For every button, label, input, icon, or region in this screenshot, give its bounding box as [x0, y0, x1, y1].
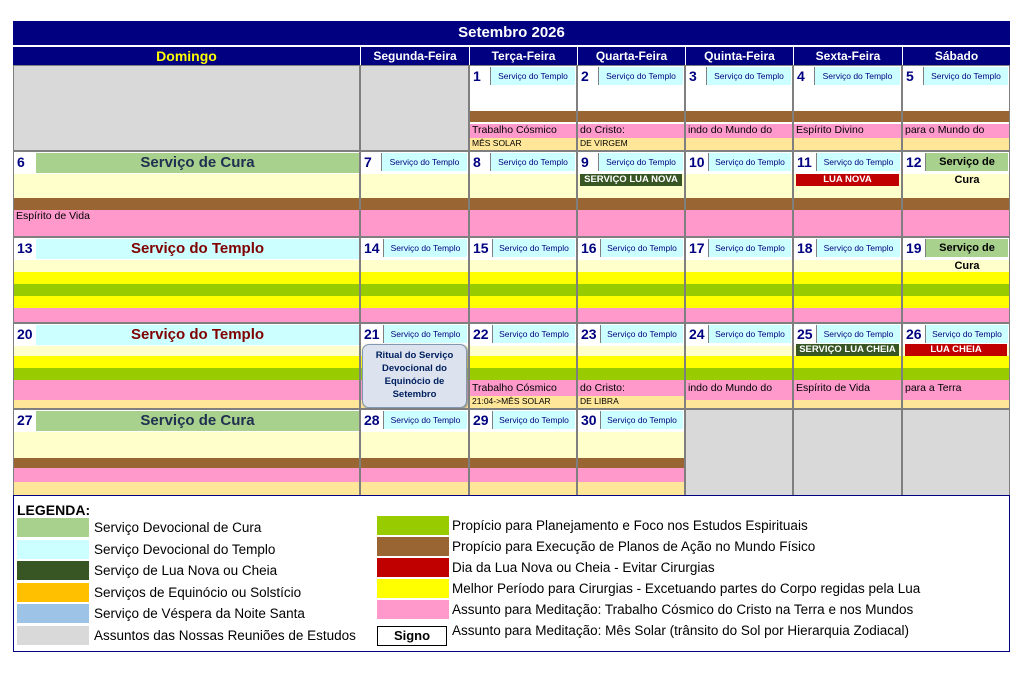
- legend-swatch: [17, 518, 89, 537]
- color-strip: [903, 224, 1009, 236]
- day-number: 13: [17, 240, 33, 256]
- service-label: Serviço do Templo: [814, 67, 900, 85]
- day-number: 24: [689, 326, 705, 342]
- service-label: Serviço do Templo: [490, 67, 575, 85]
- legend-swatch: [17, 540, 89, 559]
- color-strip: [578, 210, 684, 224]
- day-cell: [469, 151, 577, 237]
- color-strip: [14, 380, 359, 390]
- meditation-text: Trabalho Cósmico: [470, 124, 576, 137]
- color-strip: [794, 224, 901, 236]
- day-cell: [902, 65, 1010, 151]
- service-label: Serviço do Templo: [923, 67, 1008, 85]
- color-strip: [470, 356, 576, 368]
- color-strip: [14, 260, 359, 272]
- color-strip: [14, 468, 359, 482]
- service-banner: Serviço do Templo: [36, 325, 359, 345]
- service-label: Serviço do Templo: [492, 239, 575, 257]
- color-strip: [794, 356, 901, 368]
- service-label: Serviço do Templo: [600, 325, 683, 343]
- day-number: 17: [689, 240, 705, 256]
- legend-swatch: [377, 537, 449, 556]
- color-strip: [14, 346, 359, 356]
- color-strip: [794, 111, 901, 122]
- color-strip: [470, 482, 576, 496]
- color-strip: [14, 198, 359, 210]
- day-header: Segunda-Feira: [361, 47, 469, 65]
- day-number: 3: [689, 68, 697, 84]
- day-number: 5: [906, 68, 914, 84]
- color-strip: [470, 224, 576, 236]
- legend-label: Assunto para Meditação: Mês Solar (trânsito do Sol por Hierarquia Zodiacal): [452, 623, 909, 638]
- day-cell: [13, 323, 360, 409]
- day-cell: [577, 237, 685, 323]
- day-cell: [469, 237, 577, 323]
- day-cell: [360, 323, 469, 409]
- color-strip: [470, 368, 576, 380]
- day-cell: [469, 65, 577, 151]
- color-strip: [470, 468, 576, 482]
- day-cell: [902, 151, 1010, 237]
- service-label: Serviço do Templo: [383, 325, 467, 343]
- color-strip: [578, 111, 684, 122]
- day-cell: [577, 151, 685, 237]
- color-strip: [794, 368, 901, 380]
- color-strip: [578, 198, 684, 210]
- day-cell: [793, 65, 902, 151]
- color-strip: [14, 356, 359, 368]
- legend-label: Serviço de Lua Nova ou Cheia: [94, 563, 278, 578]
- color-strip: [578, 272, 684, 284]
- color-strip: [686, 111, 792, 122]
- color-strip: [686, 260, 792, 272]
- solar-month: MÊS SOLAR: [470, 138, 576, 148]
- color-strip: [578, 356, 684, 368]
- color-strip: [14, 368, 359, 380]
- lua-nova-service-tag: SERVIÇO LUA NOVA: [580, 174, 682, 186]
- day-header: Sexta-Feira: [794, 47, 902, 65]
- color-strip: [686, 296, 792, 308]
- color-strip: [361, 308, 468, 322]
- service-label: Serviço do Templo: [925, 325, 1008, 343]
- color-strip: [470, 296, 576, 308]
- color-strip: [470, 458, 576, 468]
- day-number: 19: [906, 240, 922, 256]
- color-strip: [361, 224, 468, 236]
- meditation-text: do Cristo:: [578, 382, 684, 395]
- service-label: Serviço do Templo: [598, 67, 683, 85]
- color-strip: [578, 432, 684, 458]
- day-number: 10: [689, 154, 705, 170]
- service-label: Serviço do Templo: [381, 153, 467, 171]
- day-cell: [793, 151, 902, 237]
- color-strip: [470, 284, 576, 296]
- day-header: Sábado: [903, 47, 1010, 65]
- day-cell: [577, 65, 685, 151]
- color-strip: [903, 138, 1009, 150]
- service-label: Serviço do Templo: [706, 67, 791, 85]
- day-header: Domingo: [13, 47, 360, 65]
- color-strip: [794, 400, 901, 409]
- color-strip: [903, 296, 1009, 308]
- meditation-text: do Cristo:: [578, 124, 684, 137]
- day-cell: [685, 151, 793, 237]
- color-strip: [686, 356, 792, 368]
- day-number: 7: [364, 154, 372, 170]
- color-strip: [794, 308, 901, 322]
- service-label: Serviço de Cura: [925, 239, 1008, 257]
- service-label: Serviço do Templo: [708, 153, 791, 171]
- color-strip: [903, 368, 1009, 380]
- color-strip: [14, 400, 359, 409]
- color-strip: [14, 458, 359, 468]
- meditation-text: Espírito Divino: [794, 124, 901, 137]
- color-strip: [470, 432, 576, 458]
- legend-swatch: [377, 516, 449, 535]
- color-strip: [578, 468, 684, 482]
- legend-label: Dia da Lua Nova ou Cheia - Evitar Cirurgias: [452, 560, 715, 575]
- meditation-text: indo do Mundo do: [686, 382, 792, 395]
- lua-cheia-service-tag: SERVIÇO LUA CHEIA: [796, 344, 899, 356]
- legend-label: Assunto para Meditação: Trabalho Cósmico do Cristo na Terra e nos Mundos: [452, 602, 914, 617]
- color-strip: [903, 198, 1009, 210]
- color-strip: [361, 482, 468, 496]
- color-strip: [903, 111, 1009, 122]
- meditation-text: Espírito de Vida: [14, 210, 359, 223]
- color-strip: [794, 272, 901, 284]
- day-number: 20: [17, 326, 33, 342]
- color-strip: [14, 284, 359, 296]
- solar-month: DE VIRGEM: [578, 138, 684, 148]
- color-strip: [361, 272, 468, 284]
- color-strip: [794, 198, 901, 210]
- service-label: Serviço do Templo: [490, 153, 575, 171]
- service-label: Serviço do Templo: [816, 325, 900, 343]
- day-cell: [902, 237, 1010, 323]
- legend-swatch: [17, 561, 89, 580]
- day-cell: [360, 409, 469, 496]
- day-number: 15: [473, 240, 489, 256]
- service-label: Serviço do Templo: [598, 153, 683, 171]
- legend-signo-box: Signo: [377, 626, 447, 646]
- color-strip: [470, 174, 576, 198]
- day-number: 4: [797, 68, 805, 84]
- day-cell: [793, 237, 902, 323]
- day-number: 1: [473, 68, 481, 84]
- day-number: 30: [581, 412, 597, 428]
- color-strip: [14, 174, 359, 198]
- day-cell: [13, 65, 360, 151]
- legend-swatch: [17, 626, 89, 645]
- day-number: 26: [906, 326, 922, 342]
- color-strip: [794, 296, 901, 308]
- day-number: 21: [364, 326, 380, 342]
- day-cell: [685, 65, 793, 151]
- color-strip: [686, 368, 792, 380]
- day-cell: [902, 323, 1010, 409]
- color-strip: [361, 260, 468, 272]
- color-strip: [14, 390, 359, 400]
- service-label: Serviço do Templo: [600, 239, 683, 257]
- color-strip: [14, 432, 359, 458]
- legend-label: Propício para Execução de Planos de Ação no Mundo Físico: [452, 539, 816, 554]
- day-cell: [360, 151, 469, 237]
- day-number: 28: [364, 412, 380, 428]
- lua-nova-tag: LUA NOVA: [796, 174, 899, 186]
- color-strip: [361, 468, 468, 482]
- day-number: 11: [797, 154, 812, 170]
- legend-swatch: [17, 583, 89, 602]
- service-banner: Serviço de Cura: [36, 411, 359, 431]
- color-strip: [578, 346, 684, 356]
- day-number: 9: [581, 154, 589, 170]
- meditation-text: para o Mundo do: [903, 124, 1009, 137]
- day-number: 22: [473, 326, 489, 342]
- day-cell: [360, 65, 469, 151]
- lua-cheia-tag: LUA CHEIA: [905, 344, 1007, 356]
- color-strip: [578, 308, 684, 322]
- day-cell: [793, 323, 902, 409]
- legend-swatch: [377, 558, 449, 577]
- legend-label: Serviço Devocional de Cura: [94, 520, 262, 535]
- calendar-title: Setembro 2026: [13, 21, 1010, 45]
- day-number: 27: [17, 412, 33, 428]
- legend-label: Serviço de Véspera da Noite Santa: [94, 606, 305, 621]
- solar-month: 21:04->MÊS SOLAR: [470, 396, 576, 406]
- color-strip: [470, 308, 576, 322]
- service-label: Serviço do Templo: [383, 239, 467, 257]
- meditation-text: para a Terra: [903, 382, 1009, 395]
- color-strip: [903, 210, 1009, 224]
- service-label: Serviço do Templo: [383, 411, 467, 429]
- day-cell: [902, 409, 1010, 496]
- color-strip: [686, 400, 792, 409]
- day-cell: [577, 323, 685, 409]
- color-strip: [686, 284, 792, 296]
- day-number: 23: [581, 326, 597, 342]
- day-number: 25: [797, 326, 813, 342]
- day-cell: [577, 409, 685, 496]
- color-strip: [361, 284, 468, 296]
- color-strip: [470, 198, 576, 210]
- color-strip: [14, 272, 359, 284]
- service-label: Serviço do Templo: [492, 411, 575, 429]
- color-strip: [470, 210, 576, 224]
- legend-label: Serviços de Equinócio ou Solstício: [94, 584, 302, 600]
- color-strip: [686, 138, 792, 150]
- color-strip: [686, 272, 792, 284]
- meditation-text: Espírito de Vida: [794, 382, 901, 395]
- service-banner: Serviço do Templo: [36, 239, 359, 259]
- day-cell: [13, 237, 360, 323]
- legend-swatch: [377, 600, 449, 619]
- color-strip: [578, 284, 684, 296]
- color-strip: [578, 482, 684, 496]
- day-header: Quarta-Feira: [578, 47, 685, 65]
- day-cell: [685, 237, 793, 323]
- legend-swatch: [377, 579, 449, 598]
- color-strip: [794, 284, 901, 296]
- day-number: 6: [17, 154, 25, 170]
- service-label: Serviço do Templo: [816, 153, 900, 171]
- color-strip: [578, 260, 684, 272]
- legend: [13, 495, 1010, 652]
- color-strip: [361, 432, 468, 458]
- color-strip: [578, 368, 684, 380]
- color-strip: [470, 346, 576, 356]
- color-strip: [578, 224, 684, 236]
- day-cell: [685, 409, 793, 496]
- color-strip: [361, 296, 468, 308]
- service-label: Serviço do Templo: [816, 239, 900, 257]
- color-strip: [903, 356, 1009, 368]
- legend-title: LEGENDA:: [17, 502, 91, 518]
- color-strip: [794, 210, 901, 224]
- service-label: Serviço do Templo: [708, 325, 791, 343]
- meditation-text: indo do Mundo do: [686, 124, 792, 137]
- color-strip: [903, 308, 1009, 322]
- color-strip: [14, 308, 359, 322]
- color-strip: [903, 284, 1009, 296]
- day-cell: [793, 409, 902, 496]
- day-cell: [360, 237, 469, 323]
- day-header: Terça-Feira: [470, 47, 577, 65]
- legend-label: Melhor Período para Cirurgias - Excetuando partes do Corpo regidas pela Lua: [452, 581, 921, 596]
- service-banner: Serviço de Cura: [36, 153, 359, 173]
- day-number: 16: [581, 240, 597, 256]
- color-strip: [470, 272, 576, 284]
- service-label: Serviço do Templo: [600, 411, 683, 429]
- service-label: Serviço do Templo: [708, 239, 791, 257]
- day-cell: [13, 409, 360, 496]
- legend-label: Serviço Devocional do Templo: [94, 541, 276, 557]
- color-strip: [470, 260, 576, 272]
- color-strip: [686, 346, 792, 356]
- day-cell: [685, 323, 793, 409]
- day-number: 2: [581, 68, 589, 84]
- color-strip: [470, 111, 576, 122]
- day-cell: [469, 323, 577, 409]
- color-strip: [14, 296, 359, 308]
- service-label: Serviço do Templo: [492, 325, 575, 343]
- color-strip: [794, 260, 901, 272]
- day-cell: [13, 151, 360, 237]
- day-number: 29: [473, 412, 489, 428]
- color-strip: [686, 210, 792, 224]
- color-strip: [361, 198, 468, 210]
- color-strip: [686, 174, 792, 198]
- day-number: 8: [473, 154, 481, 170]
- color-strip: [361, 174, 468, 198]
- color-strip: [361, 210, 468, 224]
- legend-label: Propício para Planejamento e Foco nos Estudos Espirituais: [452, 518, 808, 533]
- service-label: Serviço de Cura: [925, 153, 1008, 171]
- legend-swatch: [17, 604, 89, 623]
- day-cell: [469, 409, 577, 496]
- color-strip: [686, 198, 792, 210]
- color-strip: [361, 458, 468, 468]
- color-strip: [794, 138, 901, 150]
- solar-month: DE LIBRA: [578, 396, 684, 406]
- color-strip: [686, 224, 792, 236]
- color-strip: [578, 296, 684, 308]
- day-number: 14: [364, 240, 380, 256]
- color-strip: [903, 400, 1009, 409]
- color-strip: [578, 458, 684, 468]
- color-strip: [686, 308, 792, 322]
- equinox-ritual-box: Ritual do Serviço Devocional do Equinócio de Setembro: [362, 344, 467, 408]
- day-header: Quinta-Feira: [686, 47, 793, 65]
- day-number: 18: [797, 240, 813, 256]
- day-number: 12: [906, 154, 922, 170]
- color-strip: [14, 224, 359, 236]
- meditation-text: Trabalho Cósmico: [470, 382, 576, 395]
- color-strip: [14, 482, 359, 496]
- legend-label: Assuntos das Nossas Reuniões de Estudos: [94, 627, 356, 643]
